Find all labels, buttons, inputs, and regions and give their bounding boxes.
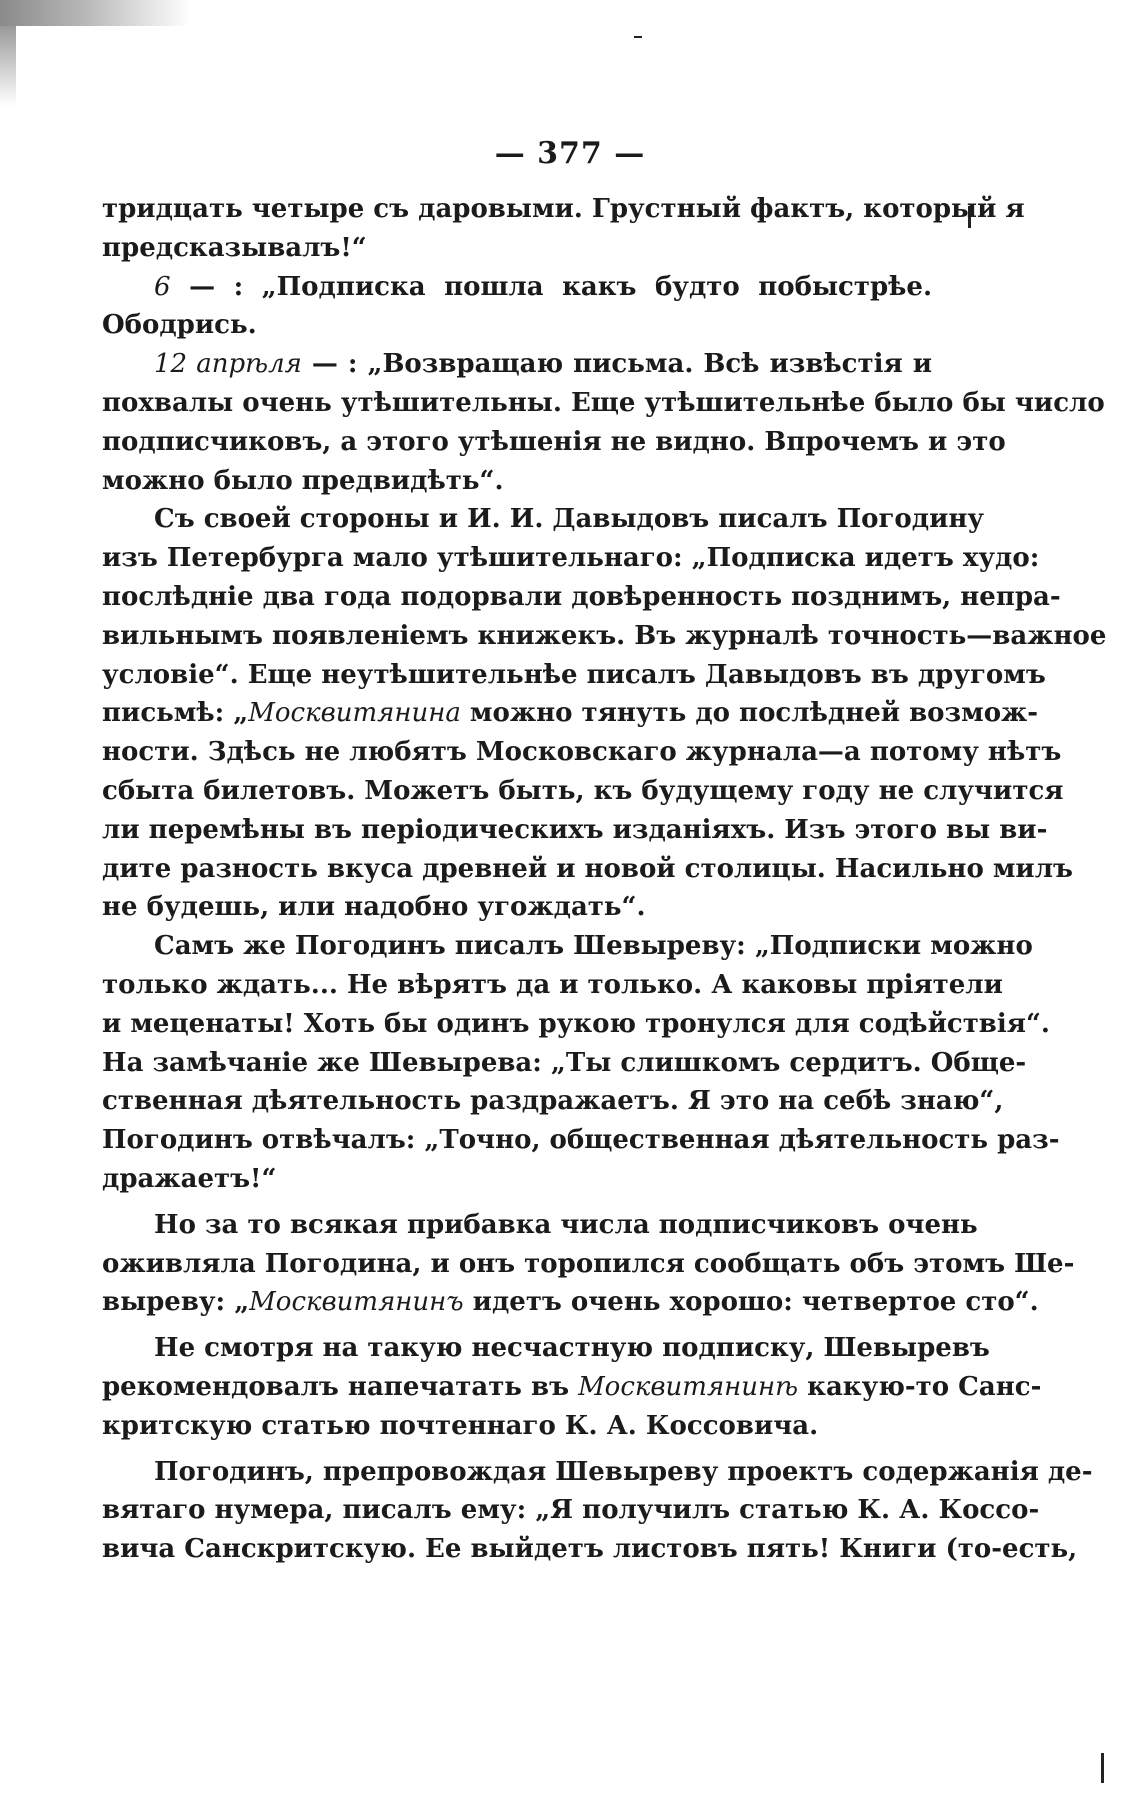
text-line: 6 — : „Подписка пошла какъ будто побыстрѣе.: [154, 271, 933, 302]
text-line: не будешь, или надобно угождать“.: [102, 892, 646, 923]
text-line: похвалы очень утѣшительны. Еще утѣшительнѣе было бы число: [102, 387, 1105, 418]
text-line: ли перемѣны въ періодическихъ изданіяхъ. Изъ этого вы ви-: [102, 814, 1048, 845]
text-line: Погодинъ отвѣчалъ: „Точно, общественная дѣятельность раз-: [102, 1125, 1060, 1156]
page-number: — 377 —: [494, 136, 646, 171]
text-line: только ждать... Не вѣрятъ да и только. А каковы пріятели: [102, 969, 1003, 1000]
journal-title: Москвитянина: [248, 698, 461, 729]
text-line: Самъ же Погодинъ писалъ Шевыреву: „Подписки можно: [154, 931, 1033, 962]
text-line: рекомендовалъ напечатать въ Москвитянинѣ какую-то Санс-: [102, 1371, 1042, 1402]
text-line: ности. Здѣсь не любятъ Московскаго журнала—а потому нѣтъ: [102, 737, 1062, 768]
text-line: Но за то всякая прибавка числа подписчиковъ очень: [154, 1209, 978, 1240]
text-line: Съ своей стороны и И. И. Давыдовъ писалъ Погодину: [154, 504, 985, 535]
text-line: Ободрись.: [102, 310, 257, 341]
text-line: изъ Петербурга мало утѣшительнаго: „Подписка идетъ худо:: [102, 543, 1040, 574]
text-line: условіе“. Еще неутѣшительнѣе писалъ Давыдовъ въ другомъ: [102, 659, 1046, 690]
text-line: выреву: „Москвитянинъ идетъ очень хорошо: четвертое сто“.: [102, 1287, 1039, 1318]
text-line: критскую статью почтеннаго К. А. Коссовича.: [102, 1410, 819, 1441]
text-line: На замѣчаніе же Шевырева: „Ты слишкомъ сердитъ. Обще-: [102, 1047, 1027, 1078]
text-line: дражаетъ!“: [102, 1163, 277, 1194]
diary-date: 12 апрѣля: [154, 349, 302, 380]
scan-shadow-corner: [0, 0, 190, 26]
text-line: вильнымъ появленіемъ книжекъ. Въ журналѣ точность—важное: [102, 620, 1107, 651]
page-body: [102, 190, 1107, 1569]
text-line: вятаго нумера, писалъ ему: „Я получилъ статью К. А. Коссо-: [102, 1495, 1040, 1526]
scan-speck: [1101, 1753, 1104, 1783]
text-line: тридцать четыре съ даровыми. Грустный фактъ, который я: [102, 194, 1025, 224]
text-line: письмѣ: „Москвитянина можно тянуть до послѣдней возмож-: [102, 698, 1039, 729]
text-line: послѣдніе два года подорвали довѣренность позднимъ, непра-: [102, 581, 1061, 612]
text-line: можно было предвидѣть“.: [102, 465, 504, 496]
text-line: Не смотря на такую несчастную подписку, Шевыревъ: [154, 1333, 990, 1364]
text-line: вича Санскритскую. Ее выйдетъ листовъ пять! Книги (то-есть,: [102, 1534, 1078, 1565]
diary-date: 6: [154, 271, 171, 302]
text-line: оживляла Погодина, и онъ торопился сообщать объ этомъ Ше-: [102, 1248, 1075, 1279]
text-line: сбыта билетовъ. Можетъ быть, къ будущему году не случится: [102, 775, 1064, 806]
scan-speck: [634, 36, 642, 38]
text-line: и меценаты! Хоть бы одинъ рукою тронулся для содѣйствія“.: [102, 1008, 1050, 1039]
text-line: подписчиковъ, а этого утѣшенія не видно. Впрочемъ и это: [102, 426, 1006, 457]
journal-title: Москвитянинѣ: [578, 1371, 799, 1402]
text-line: предсказывалъ!“: [102, 232, 367, 263]
text-line: дите разность вкуса древней и новой столицы. Насильно милъ: [102, 853, 1073, 884]
text-line: ственная дѣятельность раздражаетъ. Я это на себѣ знаю“,: [102, 1086, 1004, 1117]
journal-title: Москвитянинъ: [249, 1287, 464, 1318]
text-line: Погодинъ, препровождая Шевыреву проектъ содержанія де-: [154, 1456, 1093, 1487]
scan-shadow-edge: [0, 26, 16, 106]
text-line: 12 апрѣля — : „Возвращаю письма. Всѣ извѣстія и: [154, 349, 932, 380]
